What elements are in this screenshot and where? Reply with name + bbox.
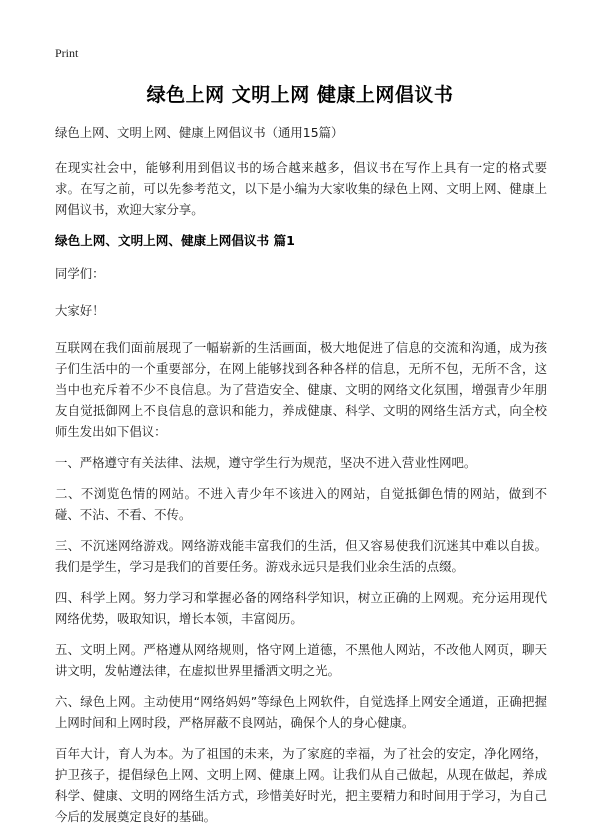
greeting-line: 同学们： <box>55 266 105 281</box>
body-paragraph: 二、不浏览色情的网站。不进入青少年不该进入的网站，自觉抵御色情的网站，做到不碰、不沾、不看、不传。 <box>55 486 547 522</box>
body-paragraph: 四、科学上网。努力学习和掌握必备的网络科学知识，树立正确的上网观。充分运用现代网络优势，吸取知识，增长本领，丰富阅历。 <box>55 590 547 626</box>
greeting-line: 大家好！ <box>55 303 105 318</box>
document-body <box>55 122 547 837</box>
intro-paragraph: 在现实社会中，能够利用到倡议书的场合越来越多，倡议书在写作上具有一定的格式要求。在写之前，可以先参考范文，以下是小编为大家收集的绿色上网、文明上网、健康上网倡议书，欢迎大家分享。 <box>55 160 547 217</box>
print-label: Print <box>55 46 79 60</box>
document-title: 绿色上网 文明上网 健康上网倡议书 <box>146 84 454 106</box>
body-paragraph: 百年大计，育人为本。为了祖国的未来，为了家庭的幸福，为了社会的安定，净化网络，护卫孩子，提倡绿色上网、文明上网、健康上网。让我们从自己做起，从现在做起，养成科学、健康、文明的网络生活方式，珍惜美好时光，把主要精力和时间用于学习，为自己今后的发展奠定良好的基础。 <box>55 746 547 824</box>
body-paragraph: 三、不沉迷网络游戏。网络游戏能丰富我们的生活，但又容易使我们沉迷其中难以自拔。我们是学生，学习是我们的首要任务。游戏永远只是我们业余生活的点缀。 <box>55 538 547 574</box>
body-paragraph: 互联网在我们面前展现了一幅崭新的生活画面，极大地促进了信息的交流和沟通，成为孩子们生活中的一个重要部分，在网上能够找到各种各样的信息，无所不包，无所不含，这当中也充斥着不少不良信息。为了营造安全、健康、文明的网络文化氛围，增强青少年朋友自觉抵御网上不良信息的意识和能力，养成健康、科学、文明的网络生活方式，向全校师生发出如下倡议： <box>55 340 547 439</box>
body-paragraph: 六、绿色上网。主动使用“网络妈妈”等绿色上网软件，自觉选择上网安全通道，正确把握上网时间和上网时段，严格屏蔽不良网站，确保个人的身心健康。 <box>55 694 547 730</box>
section-heading: 绿色上网、文明上网、健康上网倡议书 篇1 <box>55 233 295 248</box>
body-paragraph: 一、严格遵守有关法律、法规，遵守学生行为规范，坚决不进入营业性网吧。 <box>55 455 477 470</box>
document-subtitle: 绿色上网、文明上网、健康上网倡议书（通用15篇） <box>55 125 344 140</box>
body-paragraph: 五、文明上网。严格遵从网络规则，恪守网上道德，不黑他人网站，不改他人网页，聊天讲文明，发帖遵法律，在虚拟世界里播洒文明之光。 <box>55 642 547 678</box>
